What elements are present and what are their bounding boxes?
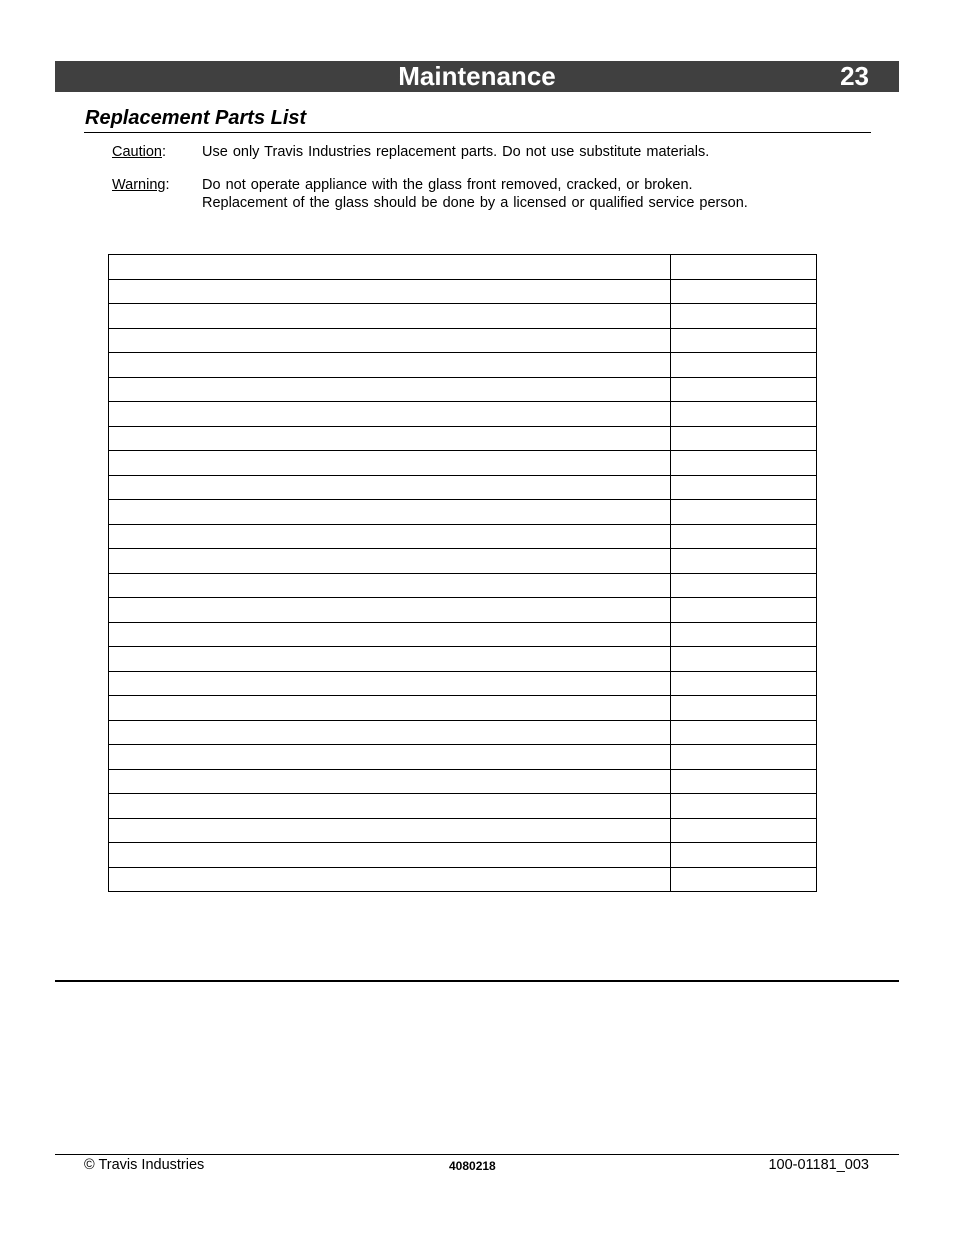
table-cell-part-number bbox=[670, 549, 816, 574]
table-cell-part-number bbox=[670, 647, 816, 672]
section-divider bbox=[84, 132, 871, 133]
table-row bbox=[109, 696, 817, 721]
warning-label-wrap bbox=[112, 176, 170, 194]
table-cell-description bbox=[109, 475, 671, 500]
table-cell-description bbox=[109, 696, 671, 721]
table-cell-description bbox=[109, 304, 671, 329]
table-row bbox=[109, 328, 817, 353]
table-row bbox=[109, 377, 817, 402]
table-cell-description bbox=[109, 328, 671, 353]
section-title: Replacement Parts List bbox=[85, 107, 307, 129]
table-row bbox=[109, 622, 817, 647]
content-end-divider bbox=[55, 980, 899, 982]
table-row bbox=[109, 720, 817, 745]
table-cell-part-number bbox=[670, 867, 816, 892]
table-cell-description bbox=[109, 549, 671, 574]
caution-colon: : bbox=[161, 144, 167, 160]
table-row bbox=[109, 279, 817, 304]
page-header bbox=[55, 61, 899, 92]
table-cell-part-number bbox=[670, 255, 816, 280]
table-cell-description bbox=[109, 867, 671, 892]
table-cell-part-number bbox=[670, 353, 816, 378]
table-cell-part-number bbox=[670, 524, 816, 549]
table-cell-description bbox=[109, 769, 671, 794]
table-cell-description bbox=[109, 573, 671, 598]
table-cell-part-number bbox=[670, 622, 816, 647]
table-row bbox=[109, 524, 817, 549]
footer-doc-number: 100-01181_003 bbox=[768, 1157, 869, 1173]
table-row bbox=[109, 745, 817, 770]
footer-copyright: © Travis Industries bbox=[84, 1157, 205, 1173]
table-row bbox=[109, 475, 817, 500]
table-row bbox=[109, 500, 817, 525]
table-cell-description bbox=[109, 426, 671, 451]
table-cell-part-number bbox=[670, 500, 816, 525]
table-cell-description bbox=[109, 671, 671, 696]
table-row bbox=[109, 843, 817, 868]
table-row bbox=[109, 304, 817, 329]
table-cell-part-number bbox=[670, 671, 816, 696]
table-cell-description bbox=[109, 402, 671, 427]
table-cell-description bbox=[109, 622, 671, 647]
table-cell-part-number bbox=[670, 843, 816, 868]
warning-text-line2: Replacement of the glass should be done by a licensed or qualified service person. bbox=[202, 195, 748, 211]
table-cell-description bbox=[109, 794, 671, 819]
table-cell-part-number bbox=[670, 328, 816, 353]
page-title: Maintenance bbox=[398, 61, 556, 91]
table-row bbox=[109, 671, 817, 696]
table-cell-description bbox=[109, 500, 671, 525]
table-cell-description bbox=[109, 279, 671, 304]
caution-text: Use only Travis Industries replacement parts. Do not use substitute materials. bbox=[202, 144, 710, 160]
warning-colon: : bbox=[165, 177, 170, 193]
table-cell-part-number bbox=[670, 304, 816, 329]
footer-divider bbox=[55, 1154, 899, 1155]
table-row bbox=[109, 402, 817, 427]
parts-table bbox=[108, 254, 817, 892]
table-cell-description bbox=[109, 843, 671, 868]
table-row bbox=[109, 818, 817, 843]
table-cell-part-number bbox=[670, 573, 816, 598]
parts-table-body bbox=[109, 255, 817, 892]
warning-text-line1: Do not operate appliance with the glass front removed, cracked, or broken. bbox=[202, 177, 693, 193]
table-cell-part-number bbox=[670, 426, 816, 451]
table-cell-part-number bbox=[670, 279, 816, 304]
table-cell-description bbox=[109, 524, 671, 549]
table-row bbox=[109, 255, 817, 280]
table-cell-part-number bbox=[670, 402, 816, 427]
table-cell-description bbox=[109, 647, 671, 672]
table-cell-description bbox=[109, 720, 671, 745]
table-row bbox=[109, 426, 817, 451]
table-cell-part-number bbox=[670, 745, 816, 770]
table-cell-description bbox=[109, 818, 671, 843]
table-cell-description bbox=[109, 598, 671, 623]
table-cell-part-number bbox=[670, 818, 816, 843]
table-cell-part-number bbox=[670, 377, 816, 402]
caution-label: Caution bbox=[112, 144, 162, 160]
table-cell-description bbox=[109, 451, 671, 476]
table-cell-description bbox=[109, 353, 671, 378]
table-row bbox=[109, 451, 817, 476]
table-cell-part-number bbox=[670, 598, 816, 623]
table-cell-part-number bbox=[670, 475, 816, 500]
table-cell-part-number bbox=[670, 451, 816, 476]
table-row bbox=[109, 647, 817, 672]
table-row bbox=[109, 867, 817, 892]
table-row bbox=[109, 573, 817, 598]
table-row bbox=[109, 598, 817, 623]
table-cell-part-number bbox=[670, 696, 816, 721]
table-cell-part-number bbox=[670, 794, 816, 819]
table-cell-description bbox=[109, 745, 671, 770]
table-cell-description bbox=[109, 255, 671, 280]
table-row bbox=[109, 549, 817, 574]
page-number: 23 bbox=[840, 61, 869, 91]
footer-code: 4080218 bbox=[449, 1159, 496, 1173]
table-row bbox=[109, 353, 817, 378]
table-cell-part-number bbox=[670, 720, 816, 745]
table-row bbox=[109, 769, 817, 794]
warning-label: Warning bbox=[112, 177, 166, 193]
table-cell-part-number bbox=[670, 769, 816, 794]
caution-label-wrap bbox=[112, 143, 166, 161]
table-cell-description bbox=[109, 377, 671, 402]
table-row bbox=[109, 794, 817, 819]
